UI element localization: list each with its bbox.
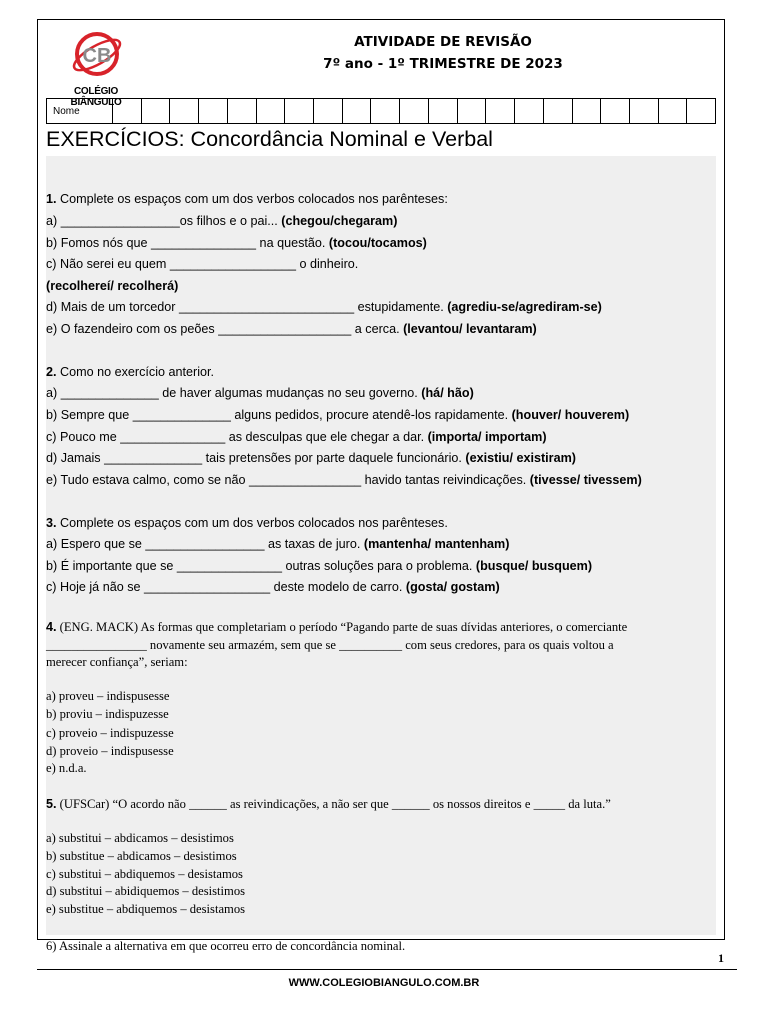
page-frame <box>37 19 725 953</box>
school-logo <box>51 26 141 108</box>
document-subtitle: 7º ano - 1º TRIMESTRE DE 2023 <box>323 56 563 72</box>
footer-divider <box>37 969 737 970</box>
q5-option-c: c) substitui – abdiquemos – desistamos <box>46 867 243 881</box>
q2-item-d: d) Jamais ______________ tais pretensões por parte daquele funcionário. (existiu/ existiram) <box>46 451 576 465</box>
q1-item-c: c) Não serei eu quem __________________ o dinheiro. <box>46 257 359 271</box>
q2-item-a: a) ______________ de haver algumas mudanças no seu governo. (há/ hão) <box>46 386 474 400</box>
q2-item-c: c) Pouco me _______________ as desculpas que ele chegar a dar. (importa/ importam) <box>46 430 547 444</box>
footer-website[interactable]: WWW.COLEGIOBIANGULO.COM.BR <box>288 977 480 989</box>
q1-item-b: b) Fomos nós que _______________ na questão. (tocou/tocamos) <box>46 236 427 250</box>
q1-item-c-options: (recolhereí/ recolherá) <box>46 279 179 293</box>
q1-intro: 1. Complete os espaços com um dos verbos colocados nos parênteses: <box>46 192 448 206</box>
logo-emblem <box>69 26 125 86</box>
q4-option-e: e) n.d.a. <box>46 761 87 775</box>
q2-item-e: e) Tudo estava calmo, como se não ________________ havido tantas reivindicações. (tivesse/ tivessem) <box>46 473 642 487</box>
q4-statement-line1: 4. (ENG. MACK) As formas que completariam o período “Pagando parte de suas dívidas anteriores, o comerciante <box>46 620 628 634</box>
q6-statement: 6) Assinale a alternativa em que ocorreu erro de concordância nominal. <box>46 939 406 953</box>
q5-option-a: a) substitui – abdicamos – desistimos <box>46 831 234 845</box>
q3-item-b: b) É importante que se _______________ outras soluções para o problema. (busque/ busquem) <box>46 559 593 573</box>
name-field[interactable] <box>46 98 716 124</box>
q4-option-d: d) proveio – indispusesse <box>46 744 174 758</box>
q1-item-e: e) O fazendeiro com os peões ___________________ a cerca. (levantou/ levantaram) <box>46 322 537 336</box>
q4-statement-line2: ________________ novamente seu armazém, sem que se __________ com seus credores, para os quais voltou a <box>46 638 614 652</box>
q1-item-d: d) Mais de um torcedor _________________________ estupidamente. (agrediu-se/agrediram-se) <box>46 300 602 314</box>
q2-item-b: b) Sempre que ______________ alguns pedidos, procure atendê-los rapidamente. (houver/ houverem) <box>46 408 630 422</box>
q2-intro: 2. Como no exercício anterior. <box>46 365 215 379</box>
q4-statement-line3: merecer confiança”, seriam: <box>46 655 188 669</box>
q3-item-c: c) Hoje já não se __________________ deste modelo de carro. (gosta/ gostam) <box>46 580 500 594</box>
logo-letters: CB <box>82 45 112 67</box>
document-title: ATIVIDADE DE REVISÃO <box>354 34 532 50</box>
exercise-content <box>46 156 716 953</box>
q3-intro: 3. Complete os espaços com um dos verbos colocados nos parênteses. <box>46 516 448 530</box>
q5-option-d: d) substitui – abidiquemos – desistimos <box>46 884 246 898</box>
q4-option-a: a) proveu – indispusesse <box>46 689 170 703</box>
q4-option-c: c) proveio – indispuzesse <box>46 726 174 740</box>
q3-item-a: a) Espero que se _________________ as taxas de juro. (mantenha/ mantenham) <box>46 537 510 551</box>
q5-statement: 5. (UFSCar) “O acordo não ______ as reivindicações, a não ser que ______ os nossos direitos e _____ da luta.” <box>46 797 611 811</box>
q1-item-a: a) _________________os filhos e o pai... (chegou/chegaram) <box>46 214 398 228</box>
exercises-title: EXERCÍCIOS: Concordância Nominal e Verbal <box>46 127 493 151</box>
name-label: Nome <box>47 99 113 123</box>
school-name: COLÉGIO BIÂNGULO <box>70 86 122 108</box>
page-number: 1 <box>718 951 724 965</box>
q5-option-e: e) substitue – abdiquemos – desistamos <box>46 902 246 916</box>
q4-option-b: b) proviu – indispuzesse <box>46 707 169 721</box>
q5-option-b: b) substitue – abdicamos – desistimos <box>46 849 237 863</box>
